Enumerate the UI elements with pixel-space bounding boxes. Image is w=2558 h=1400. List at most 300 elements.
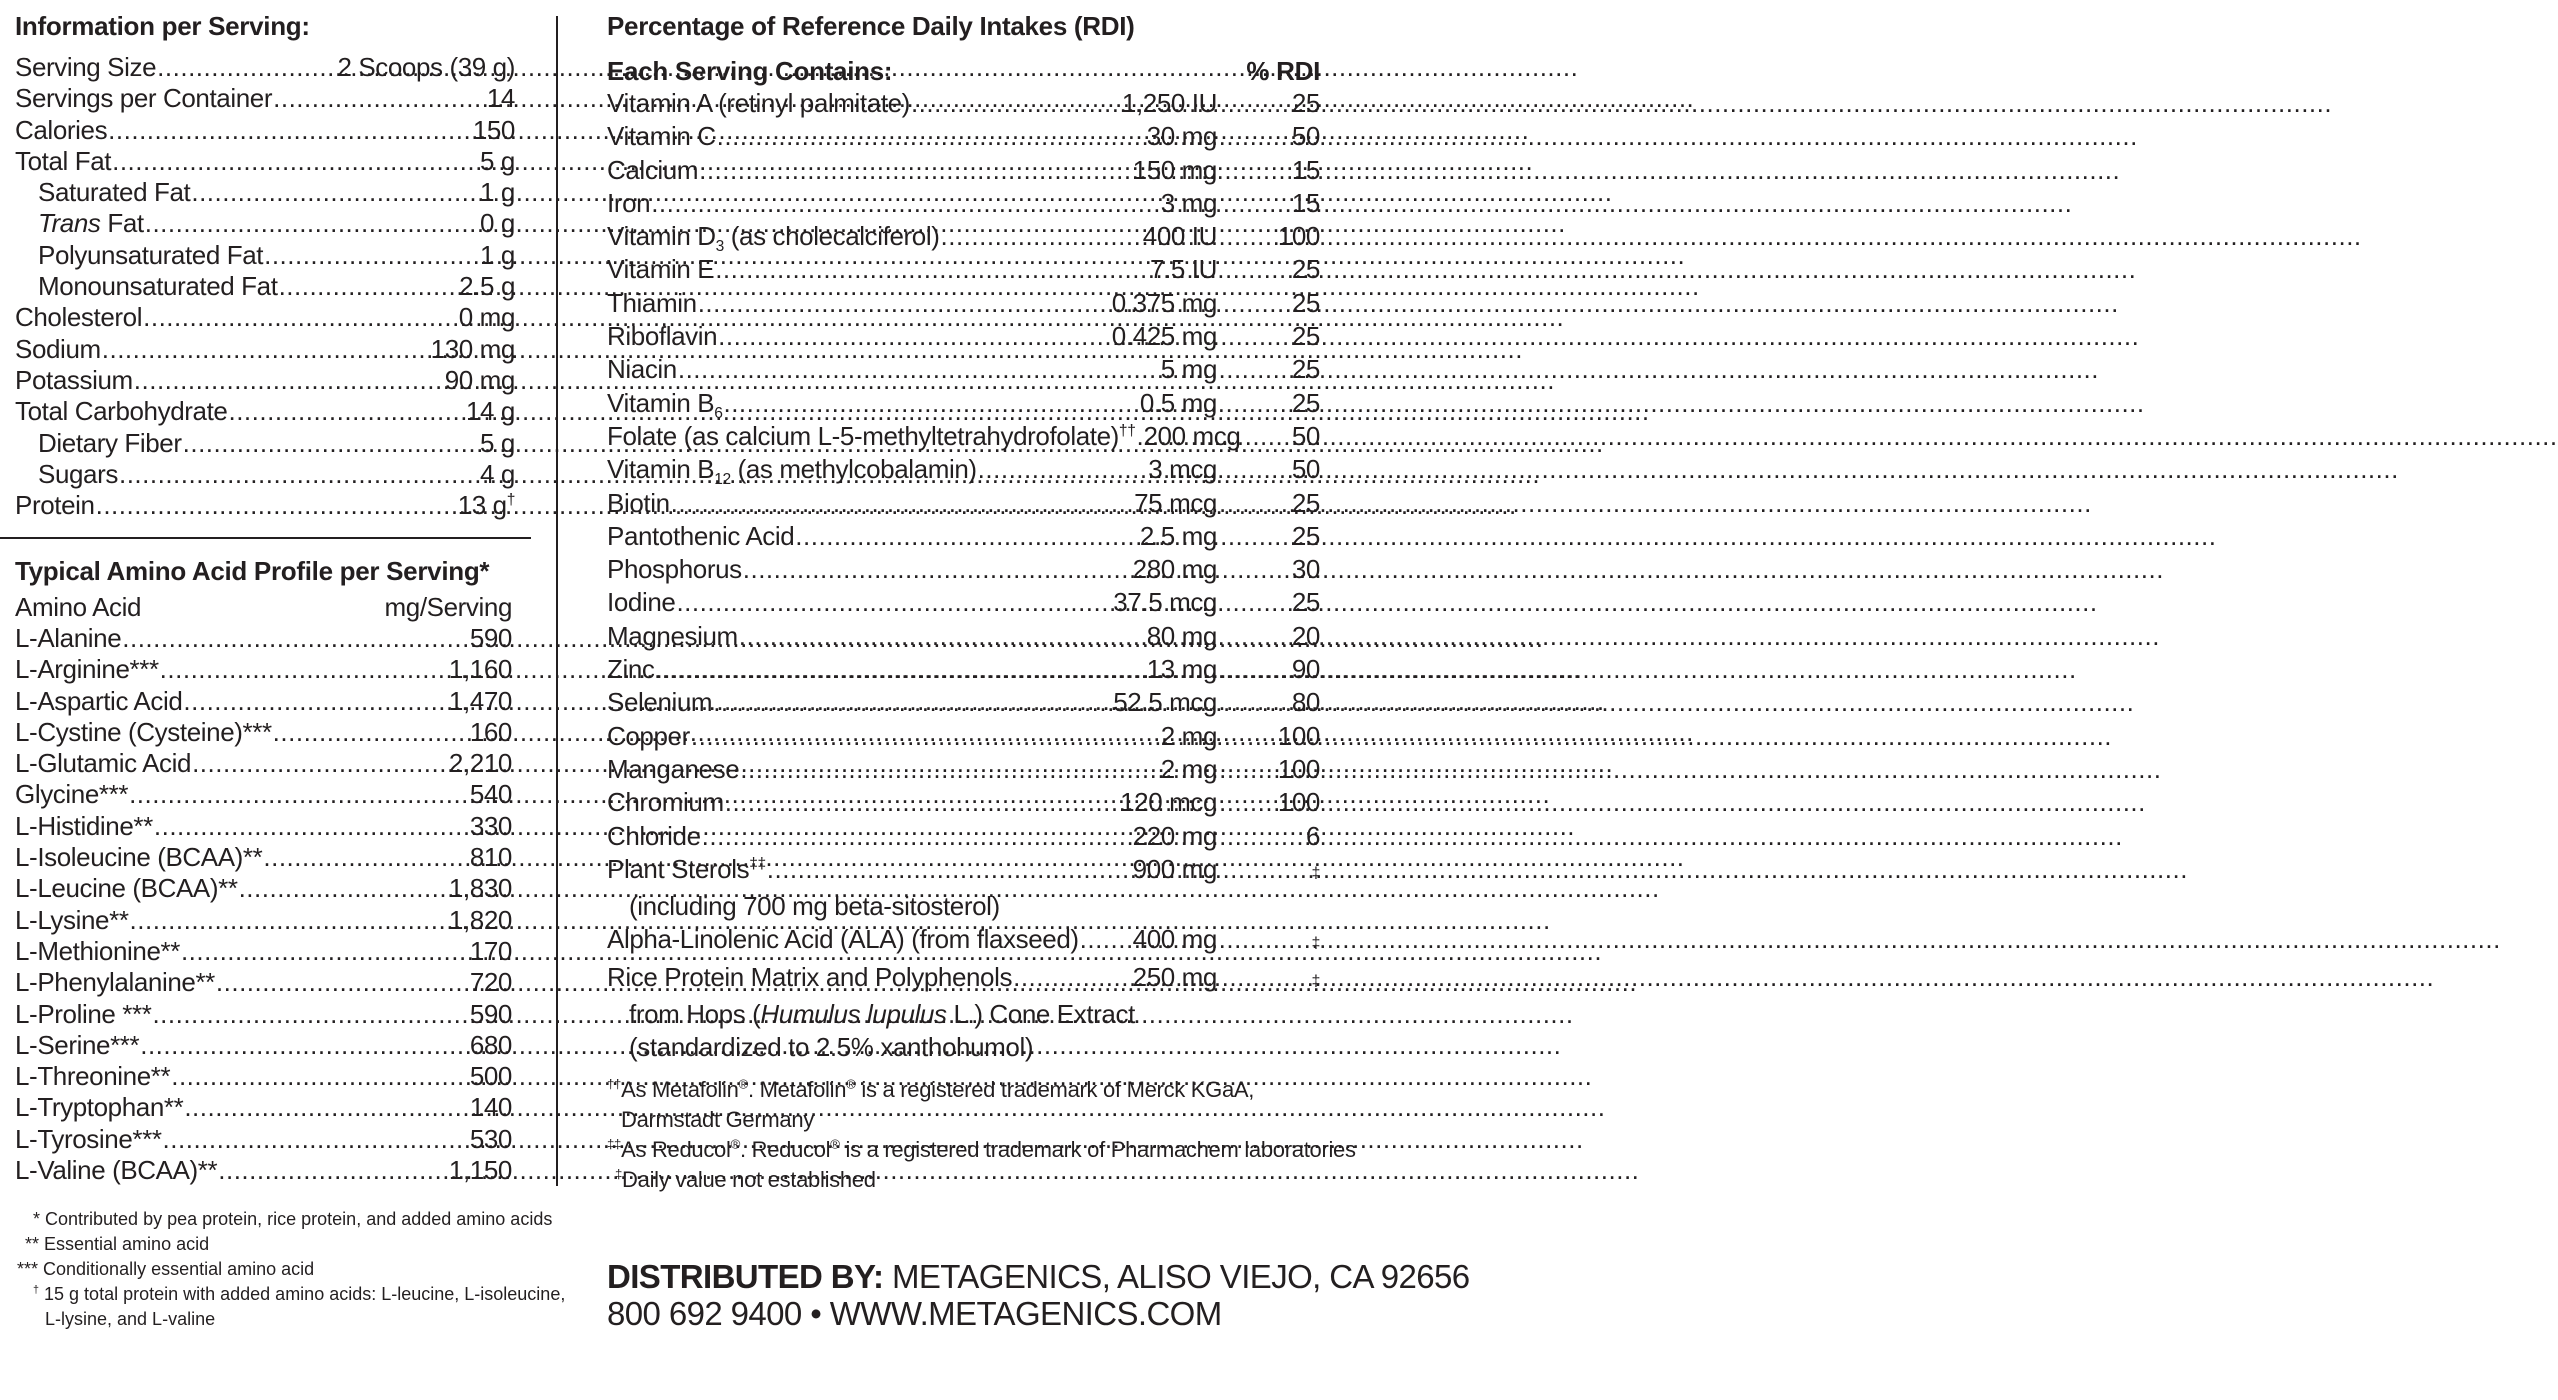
dot-leader [140,1030,469,1061]
serving-value: 5 g [480,427,515,458]
serving-value: 0 mg [458,302,515,333]
serving-row [15,365,515,396]
dot-leader [183,428,479,459]
amino-label: L-Tyrosine*** [15,1123,162,1154]
rdi-label: Phosphorus [607,554,742,585]
serving-row [15,83,515,114]
rdi-label: Calcium [607,154,699,185]
serving-row [15,115,515,146]
distributor-company: METAGENICS, ALISO VIEJO, CA 92656 [891,1258,1470,1295]
rdi-row [607,353,1320,386]
footnote-line: ‡Daily value not established [615,1166,876,1192]
amino-label: L-Glutamic Acid [15,748,192,779]
rdi-amount: 2 mg [1160,720,1217,751]
amino-label: L-Lysine** [15,904,129,935]
dot-leader [145,208,479,239]
amino-value: 680 [469,1029,512,1060]
rdi-row [607,961,1320,998]
amino-row [15,717,512,748]
amino-row [15,811,512,842]
dot-leader [191,177,479,208]
rdi-percent: 25 [1291,321,1320,352]
serving-value: 0 g [480,208,515,239]
rdi-amount: 120 mcg [1120,787,1217,818]
dot-leader [273,83,486,114]
rdi-main [607,520,1217,553]
serving-label: Serving Size [15,52,157,82]
rdi-label: Iron [607,187,651,218]
amino-label: L-Arginine*** [15,654,159,685]
amino-label: L-Isoleucine (BCAA)** [15,842,263,873]
rdi-row [607,720,1320,753]
amino-value: 170 [469,935,512,966]
rdi-label: Pantothenic Acid [607,520,795,551]
dot-leader [723,387,1138,420]
amino-col-value: mg/Serving [384,592,512,622]
dot-leader [130,905,448,936]
dot-leader [1136,420,1142,453]
amino-row [15,936,512,967]
rdi-note: (standardized to 2.5% xanthohumol) [629,1032,1034,1063]
rdi-main [607,453,1217,489]
dot-leader [671,487,1133,520]
rdi-row [607,320,1320,353]
dot-leader [702,820,1132,853]
rdi-label: Vitamin C [607,121,716,152]
rdi-percent: 100 [1277,221,1320,252]
rdi-amount: 80 mg [1146,620,1217,651]
amino-header-row [15,592,512,623]
dot-leader [181,936,469,967]
dot-leader [263,842,468,873]
rdi-label: Folate (as calcium L-5-methyltetrahydrofolate)†† [607,420,1136,451]
dot-leader [184,1092,468,1123]
rdi-amount: 1,250 IU [1121,88,1217,118]
footnote-line: ** Essential amino acid [25,1234,210,1254]
distributor-contact: 800 692 9400 • WWW.METAGENICS.COM [607,1295,1222,1332]
rdi-main [607,287,1217,320]
dot-leader [767,853,1132,886]
amino-row [15,967,512,998]
rdi-percent: 80 [1291,687,1320,718]
rdi-main [607,653,1217,686]
rdi-label: Manganese [607,753,740,784]
rdi-label: Rice Protein Matrix and Polyphenols [607,961,1013,992]
rdi-row [607,620,1320,653]
serving-row [15,271,515,302]
rdi-amount: 30 mg [1146,121,1217,152]
amino-label: L-Serine*** [15,1029,140,1060]
rdi-main [607,586,1217,619]
rdi-row [607,487,1320,520]
serving-value: 5 g [480,145,515,176]
rdi-percent: 30 [1291,554,1320,585]
rdi-label: Chromium [607,787,724,818]
amino-row [15,1061,512,1092]
rdi-note: from Hops (Humulus lupulus L.) Cone Extract [629,999,1135,1030]
serving-row [15,334,515,365]
rdi-percent: 50 [1291,454,1320,485]
amino-value: 1,830 [448,873,512,904]
serving-label: Cholesterol [15,302,143,333]
serving-value: 14 g [465,396,515,427]
amino-label: L-Threonine** [15,1061,171,1092]
dot-leader [102,334,430,365]
serving-label: Sugars [38,458,118,489]
dot-leader [1013,961,1132,994]
amino-value: 810 [469,842,512,873]
dot-leader [795,520,1139,553]
rdi-label: Vitamin $B_{12}$ (as methylcobalamin) [607,454,977,489]
rdi-main [607,420,1241,453]
rdi-row [607,853,1320,890]
rdi-row [607,87,1320,120]
rdi-label: Chloride [607,820,701,851]
rdi-amount: 200 mcg [1143,420,1241,451]
serving-value: 14 [486,83,515,114]
dot-leader [216,967,469,998]
rdi-amount: 7.5 IU [1150,254,1217,285]
dot-leader [698,287,1111,320]
rdi-main [607,487,1217,520]
dot-leader [273,717,469,748]
rdi-col-label: Each Serving Contains: [607,56,893,86]
rdi-percent: 25 [1291,487,1320,518]
rdi-percent: 15 [1291,154,1320,185]
serving-label: Servings per Container [15,83,273,114]
dot-leader [154,811,469,842]
rdi-amount: 250 mg [1132,961,1217,992]
dot-leader [264,240,479,271]
dot-leader [911,87,1121,120]
rdi-header-row [607,55,1320,87]
rdi-heading: Percentage of Reference Daily Intakes (RDI) [607,11,1135,41]
amino-label: L-Proline *** [15,998,152,1029]
rdi-row [607,820,1320,853]
rdi-amount: 3 mcg [1148,454,1217,485]
rdi-percent: 25 [1291,520,1320,551]
serving-label: Total Fat [15,145,112,176]
serving-label: Trans Fat [38,208,144,239]
amino-value: 1,160 [448,654,512,685]
rdi-percent: 6 [1305,820,1320,851]
rdi-row [607,786,1320,819]
amino-row [15,779,512,810]
rdi-main [607,387,1217,420]
amino-value: 1,150 [448,1155,512,1186]
amino-value: 160 [469,716,512,747]
amino-row [15,905,512,936]
dot-leader [941,220,1142,253]
amino-row [15,654,512,685]
dot-leader [96,490,457,521]
serving-value: 2 Scoops (39 g) [337,52,515,82]
footnote-line: ‡‡As Reducol®. Reducol® is a registered trademark of Pharmachem laboratories [607,1136,1356,1162]
rdi-row [607,586,1320,619]
rdi-main [607,686,1217,719]
rdi-label: Magnesium [607,620,738,651]
rdi-main [607,853,1217,886]
footnote-line: ††As Metafolin®. Metafolin® is a registered trademark of Merck KGaA, [607,1076,1255,1102]
amino-row [15,1030,512,1061]
amino-col-label: Amino Acid [15,592,142,622]
amino-value: 540 [469,779,512,810]
amino-footnotes [15,1207,566,1332]
rdi-label: Iodine [607,587,676,618]
dot-leader [134,365,444,396]
rdi-percent: 25 [1291,354,1320,385]
rdi-percent: ‡ [1311,935,1320,953]
serving-row [15,490,515,521]
serving-info-table [15,52,515,521]
serving-value: 2.5 g [459,271,515,302]
dot-leader [279,271,459,302]
amino-label: L-Valine (BCAA)** [15,1155,218,1186]
rdi-row [607,923,1320,960]
rdi-amount: 280 mg [1132,554,1217,585]
serving-value: 13 g† [457,490,515,521]
rdi-amount: 900 mg [1132,853,1217,884]
dot-leader [713,686,1112,719]
rdi-label: Niacin [607,354,677,385]
rdi-row [607,553,1320,586]
rdi-row [607,387,1320,420]
serving-label: Total Carbohydrate [15,396,228,427]
serving-value: 150 [472,114,515,145]
rdi-percent: 25 [1291,287,1320,318]
dot-leader [239,873,448,904]
dot-leader [676,586,1112,619]
rdi-amount: 37.5 mcg [1113,587,1217,618]
amino-row [15,1155,512,1186]
rdi-percent: 100 [1277,753,1320,784]
serving-label: Dietary Fiber [38,427,182,458]
serving-value: 90 mg [444,364,515,395]
rdi-percent: 50 [1291,121,1320,152]
amino-label: L-Alanine [15,623,122,653]
rdi-row [607,686,1320,719]
rdi-percent: ‡ [1311,972,1320,990]
rdi-main [607,720,1217,753]
dot-leader [725,786,1119,819]
serving-row [15,208,515,239]
rdi-note: (including 700 mg beta-sitosterol) [629,891,1000,922]
dot-leader [1080,923,1132,956]
dot-leader [157,52,336,83]
amino-row [15,1092,512,1123]
amino-rows [15,623,512,1186]
dot-leader [160,654,448,685]
amino-value: 500 [469,1061,512,1092]
dot-leader [717,120,1146,153]
rdi-label: Riboflavin [607,321,718,352]
amino-value: 1,470 [448,685,512,716]
serving-value: 130 mg [430,333,515,364]
rdi-label: Biotin [607,487,670,518]
amino-label: L-Cystine (Cysteine)*** [15,716,272,747]
rdi-amount: 0.5 mg [1139,387,1217,418]
dot-leader [718,320,1111,353]
amino-row [15,842,512,873]
serving-row [15,52,515,83]
rdi-label: Vitamin A (retinyl palmitate) [607,88,910,118]
footnote-line: L-lysine, and L-valine [45,1309,216,1329]
amino-heading: Typical Amino Acid Profile per Serving* [15,556,490,586]
footnote-line: † 15 g total protein with added amino acids: L-leucine, L-isoleucine, [33,1284,566,1304]
rdi-amount: 220 mg [1132,820,1217,851]
dot-leader [192,748,448,779]
dot-leader [740,753,1160,786]
amino-value: 590 [469,623,512,653]
rdi-main [607,187,1217,220]
serving-label: Calories [15,114,108,145]
distributor-label: DISTRIBUTED BY: [607,1258,884,1295]
rdi-percent: 100 [1277,720,1320,751]
dot-leader [739,620,1146,653]
rdi-main [607,961,1217,994]
rdi-amount: 150 mg [1132,154,1217,185]
dot-leader [691,720,1160,753]
serving-value: 1 g [480,177,515,208]
rdi-row [607,653,1320,686]
serving-row [15,428,515,459]
rdi-percent: 25 [1291,587,1320,618]
rdi-row [607,253,1320,286]
serving-row [15,240,515,271]
amino-label: L-Histidine** [15,810,153,841]
amino-row [15,748,512,779]
rdi-amount: 2 mg [1160,753,1217,784]
footnote-line: Darmstadt Germany [621,1107,814,1132]
amino-row [15,999,512,1030]
dot-leader [228,396,465,427]
rdi-label: Thiamin [607,287,697,318]
rdi-table [607,55,1320,1065]
serving-row [15,177,515,208]
rdi-percent: ‡ [1311,864,1320,882]
dot-leader [143,302,458,333]
rdi-label: Alpha-Linolenic Acid (ALA) (from flaxseed) [607,924,1079,955]
rdi-row [607,453,1320,489]
amino-label: L-Phenylalanine** [15,967,215,998]
rdi-main [607,353,1217,386]
rdi-main [607,923,1217,956]
amino-label: Glycine*** [15,779,129,810]
amino-row [15,686,512,717]
serving-row [15,459,515,490]
rdi-amount: 0.425 mg [1111,321,1217,352]
rdi-main [607,753,1217,786]
serving-label: Sodium [15,333,101,364]
dot-leader [122,623,469,654]
rdi-percent: 25 [1291,254,1320,285]
serving-label: Monounsaturated Fat [38,271,278,302]
rdi-label: Copper [607,720,690,751]
dot-leader [651,187,1160,220]
rdi-main [607,620,1217,653]
rdi-row [607,120,1320,153]
rdi-row [607,154,1320,187]
footnote-line: * Contributed by pea protein, rice protein, and added amino acids [33,1209,553,1229]
dot-leader [656,653,1146,686]
rdi-amount: 3 mg [1160,187,1217,218]
amino-label: L-Methionine** [15,935,180,966]
amino-row [15,623,512,654]
dot-leader [119,459,479,490]
rdi-label: Plant Sterols‡‡ [607,853,766,884]
section-divider [0,537,531,539]
serving-label: Saturated Fat [38,177,191,208]
amino-row [15,873,512,904]
rdi-row [607,520,1320,553]
rdi-amount: 2.5 mg [1139,520,1217,551]
rdi-percent: 100 [1277,787,1320,818]
rdi-col-pct: % RDI [1246,56,1320,86]
rdi-amount: 52.5 mcg [1113,687,1217,718]
rdi-row [607,287,1320,320]
rdi-percent: 90 [1291,654,1320,685]
rdi-amount: 400 mg [1132,924,1217,955]
rdi-footnotes [607,1075,1356,1195]
rdi-row [607,220,1320,256]
dot-leader [108,115,472,146]
amino-value: 1,820 [448,904,512,935]
rdi-percent: 50 [1291,420,1320,451]
serving-row [15,146,515,177]
rdi-percent: 25 [1291,387,1320,418]
amino-value: 590 [469,998,512,1029]
dot-leader [112,146,479,177]
amino-table [15,592,512,1186]
rdi-label: Vitamin $D_3$ (as cholecalciferol) [607,221,940,256]
rdi-main [607,253,1217,286]
rdi-percent: 15 [1291,187,1320,218]
distributor-line [607,1258,1469,1295]
rdi-main [607,120,1217,153]
amino-value: 140 [469,1092,512,1123]
amino-value: 2,210 [448,748,512,779]
serving-label: Polyunsaturated Fat [38,239,264,270]
amino-label: L-Leucine (BCAA)** [15,873,238,904]
distributor-info [607,1258,1469,1332]
rdi-amount: 75 mcg [1134,487,1217,518]
rdi-percent: 20 [1291,620,1320,651]
serving-label: Potassium [15,364,133,395]
amino-value: 720 [469,967,512,998]
serving-label: Protein [15,490,95,521]
dot-leader [171,1061,469,1092]
dot-leader [743,553,1132,586]
rdi-row [607,753,1320,786]
dot-leader [183,686,448,717]
serving-row [15,396,515,427]
rdi-main [607,220,1217,256]
rdi-amount: 5 mg [1160,354,1217,385]
rdi-rows [607,87,1320,1065]
footnote-line: *** Conditionally essential amino acid [17,1259,315,1279]
amino-value: 530 [469,1123,512,1154]
amino-row [15,1124,512,1155]
serving-value: 1 g [480,239,515,270]
rdi-amount: 0.375 mg [1111,287,1217,318]
amino-label: L-Aspartic Acid [15,685,183,716]
amino-value: 330 [469,810,512,841]
rdi-main [607,786,1217,819]
serving-info-heading: Information per Serving: [15,11,310,41]
serving-row [15,302,515,333]
serving-info-section [15,8,515,521]
dot-leader [715,253,1149,286]
